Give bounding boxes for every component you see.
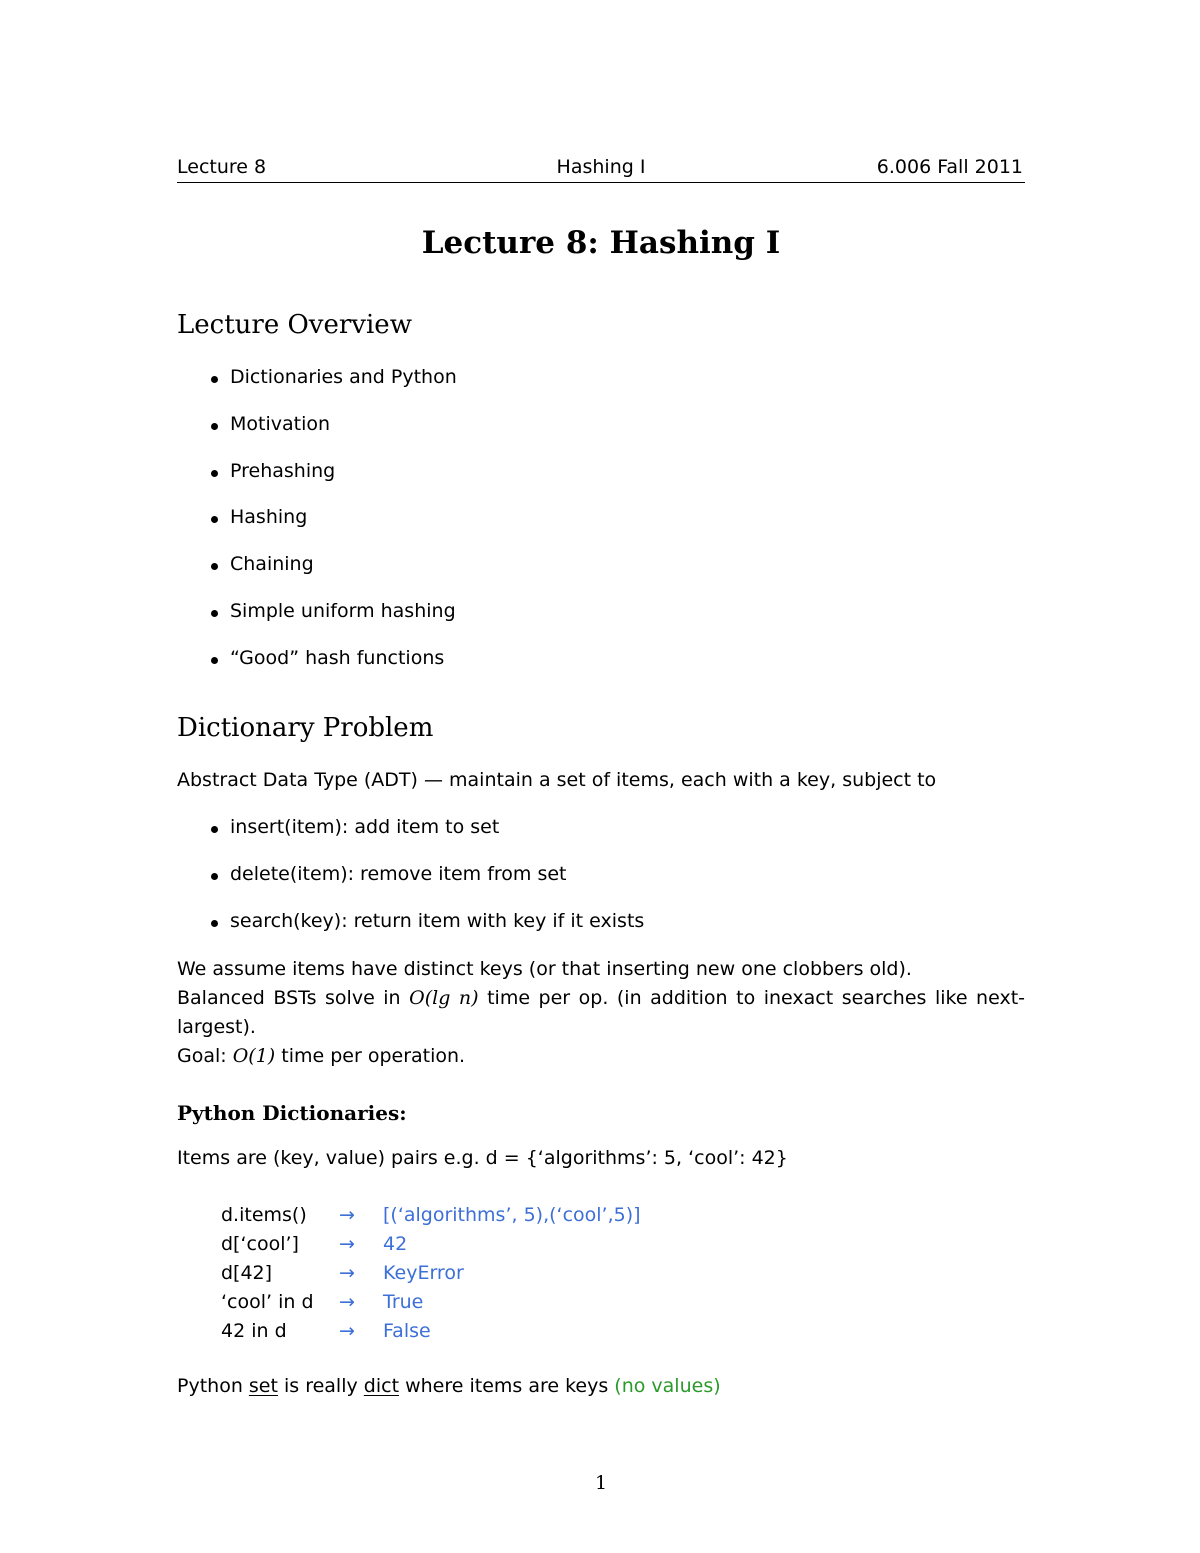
table-row — [221, 1200, 641, 1229]
list-item: “Good” hash functions — [177, 645, 457, 692]
table-row — [221, 1258, 641, 1287]
table-row — [221, 1288, 641, 1317]
example-result: True — [383, 1291, 424, 1314]
dict-term: dict — [363, 1375, 400, 1397]
list-item: Simple uniform hashing — [177, 598, 457, 645]
example-result: [(‘algorithms’, 5),(‘cool’,5)] — [383, 1203, 641, 1226]
table-row — [221, 1317, 641, 1346]
example-expression: ‘cool’ in d — [221, 1291, 314, 1314]
balanced-bst-line: Balanced BSTs solve in O(lg n) time per op. (in addition to inexact searches like next-largest). — [177, 987, 1025, 1038]
document-page — [177, 0, 1025, 1553]
document-title: Lecture 8: Hashing I — [421, 225, 781, 261]
goal-line: Goal: O(1) time per operation. — [177, 1045, 466, 1067]
list-item: insert(item): add item to set — [177, 814, 644, 861]
example-expression: d.items() — [221, 1203, 307, 1226]
header-topic: Hashing I — [556, 156, 646, 178]
example-result: False — [383, 1320, 431, 1343]
list-item: Dictionaries and Python — [177, 364, 457, 411]
adt-intro: Abstract Data Type (ADT) — maintain a set of items, each with a key, subject to — [177, 769, 937, 791]
section-heading-overview: Lecture Overview — [177, 310, 412, 340]
list-item: Prehashing — [177, 458, 457, 505]
arrow-icon: → — [339, 1320, 355, 1343]
overview-list — [177, 364, 457, 692]
operations-list — [177, 814, 644, 954]
section-heading-dictionary-problem: Dictionary Problem — [177, 713, 434, 743]
assumptions-paragraph — [177, 955, 1025, 1071]
list-item: delete(item): remove item from set — [177, 861, 644, 908]
python-set-note: Python set is really dict where items are keys (no values) — [177, 1375, 721, 1397]
arrow-icon: → — [339, 1291, 355, 1314]
set-term: set — [248, 1375, 278, 1397]
distinct-keys-line: We assume items have distinct keys (or that inserting new one clobbers old). — [177, 958, 912, 980]
arrow-icon: → — [339, 1261, 355, 1284]
running-header — [177, 154, 1025, 183]
math-o1: O(1) — [232, 1045, 276, 1067]
arrow-icon: → — [339, 1232, 355, 1255]
page-number: 1 — [594, 1472, 608, 1494]
header-course: 6.006 Fall 2011 — [876, 156, 1023, 178]
dict-examples-table — [221, 1200, 641, 1346]
table-row — [221, 1229, 641, 1258]
no-values-note: (no values) — [614, 1375, 721, 1397]
example-expression: d[42] — [221, 1261, 273, 1284]
subsection-heading-python-dictionaries: Python Dictionaries: — [177, 1101, 407, 1125]
list-item: Hashing — [177, 504, 457, 551]
example-result: KeyError — [383, 1261, 464, 1284]
list-item: search(key): return item with key if it exists — [177, 908, 644, 955]
math-olgn: O(lg n) — [409, 987, 479, 1009]
example-expression: d[‘cool’] — [221, 1232, 299, 1255]
example-result: 42 — [383, 1232, 408, 1255]
header-lecture-number: Lecture 8 — [177, 156, 267, 178]
list-item: Motivation — [177, 411, 457, 458]
python-dict-intro: Items are (key, value) pairs e.g. d = {‘algorithms’: 5, ‘cool’: 42} — [177, 1147, 788, 1169]
list-item: Chaining — [177, 551, 457, 598]
arrow-icon: → — [339, 1203, 355, 1226]
example-expression: 42 in d — [221, 1320, 287, 1343]
